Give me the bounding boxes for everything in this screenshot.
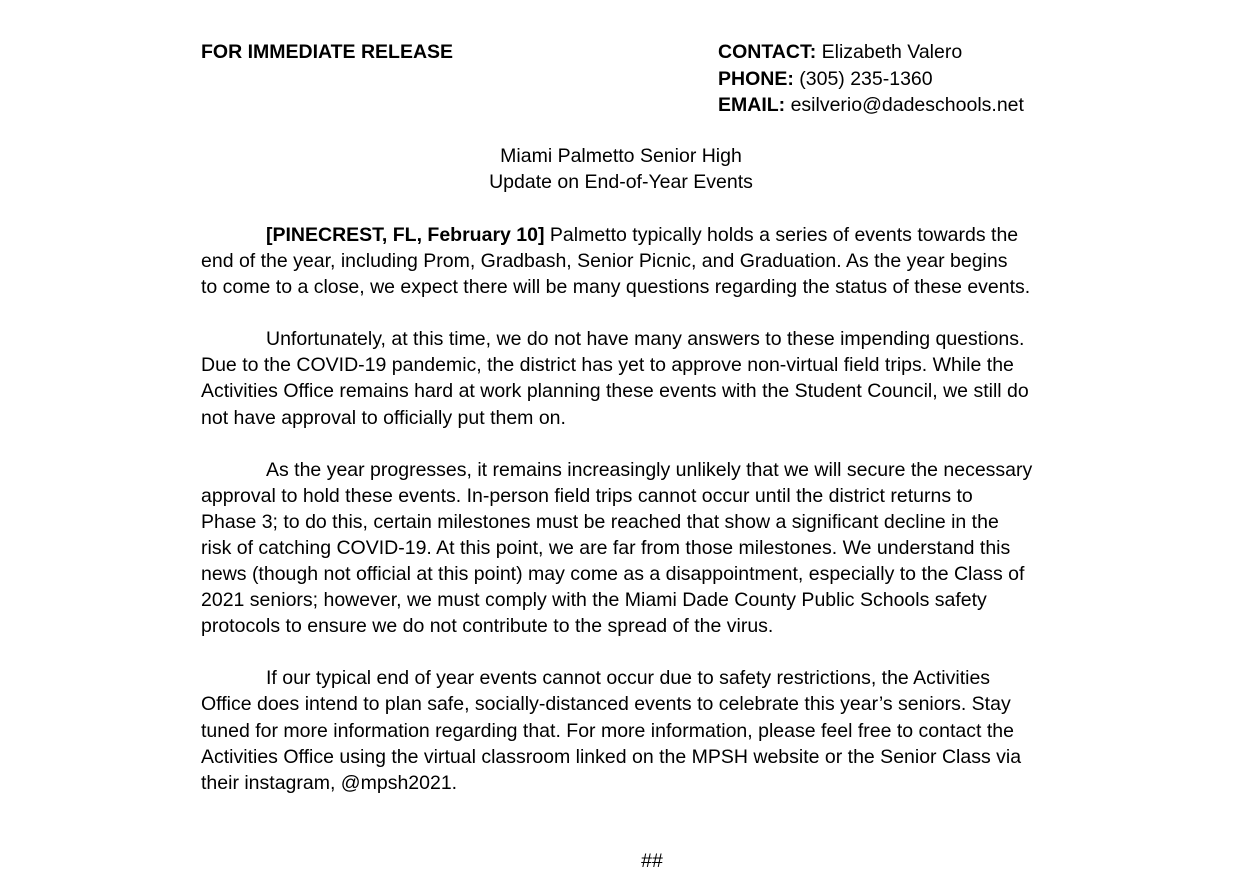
dateline: [PINECREST, FL, February 10] <box>266 224 545 246</box>
paragraph-line: Office does intend to plan safe, socially-distanced events to celebrate this year’s seniors. Stay <box>201 693 1011 716</box>
end-mark: ## <box>641 850 663 872</box>
paragraph-1 <box>201 222 1051 300</box>
contact-line <box>718 39 1024 66</box>
paragraph-4 <box>201 665 1051 795</box>
paragraph-line: Phase 3; to do this, certain milestones must be reached that show a significant decline in the <box>201 510 999 533</box>
contact-name: Elizabeth Valero <box>821 41 963 63</box>
paragraph-line: Activities Office using the virtual classroom linked on the MPSH website or the Senior Class via <box>201 745 1022 768</box>
email-label: EMAIL: <box>718 94 786 116</box>
paragraph-line: Palmetto typically holds a series of events towards the <box>544 224 1019 246</box>
paragraph-line: tuned for more information regarding that. For more information, please feel free to contact the <box>201 719 1014 742</box>
phone-value: (305) 235-1360 <box>799 67 933 90</box>
email-line <box>718 92 1024 119</box>
paragraph-line: As the year progresses, it remains increasingly unlikely that we will secure the necessary <box>266 458 1033 481</box>
phone-label: PHONE: <box>718 67 794 90</box>
paragraph-line: to come to a close, we expect there will be many questions regarding the status of these events. <box>201 276 1031 299</box>
paragraph-line: news (though not official at this point) may come as a disappointment, especially to the Class of <box>201 563 1025 586</box>
paragraph-line: 2021 seniors; however, we must comply with the Miami Dade County Public Schools safety <box>201 589 987 612</box>
paragraph-3 <box>201 457 1051 640</box>
paragraph-line: protocols to ensure we do not contribute to the spread of the virus. <box>201 615 774 638</box>
paragraph-line: risk of catching COVID-19. At this point, we are far from those milestones. We understand this <box>201 536 1011 559</box>
paragraph-line: their instagram, @mpsh2021. <box>201 771 458 794</box>
contact-label: CONTACT: <box>718 41 817 63</box>
email-value: esilverio@dadeschools.net <box>790 94 1024 116</box>
paragraph-line: If our typical end of year events cannot occur due to safety restrictions, the Activities <box>266 667 991 690</box>
phone-line <box>718 66 1024 93</box>
document-subject: Update on End-of-Year Events <box>489 171 753 193</box>
paragraph-line: Activities Office remains hard at work planning these events with the Student Council, we still do <box>201 380 1029 403</box>
paragraph-2 <box>201 326 1051 430</box>
paragraph-line: Due to the COVID-19 pandemic, the district has yet to approve non-virtual field trips. While the <box>201 354 1014 377</box>
contact-block <box>718 39 1024 119</box>
release-body <box>201 222 1051 822</box>
paragraph-line: approval to hold these events. In-person field trips cannot occur until the district returns to <box>201 484 973 507</box>
paragraph-line: end of the year, including Prom, Gradbash, Senior Picnic, and Graduation. As the year begins <box>201 250 1008 273</box>
document-heading <box>0 143 1242 195</box>
paragraph-line: not have approval to officially put them on. <box>201 406 566 429</box>
release-label: FOR IMMEDIATE RELEASE <box>201 41 454 63</box>
paragraph-line: Unfortunately, at this time, we do not have many answers to these impending questions. <box>266 328 1025 351</box>
school-name: Miami Palmetto Senior High <box>500 145 742 167</box>
